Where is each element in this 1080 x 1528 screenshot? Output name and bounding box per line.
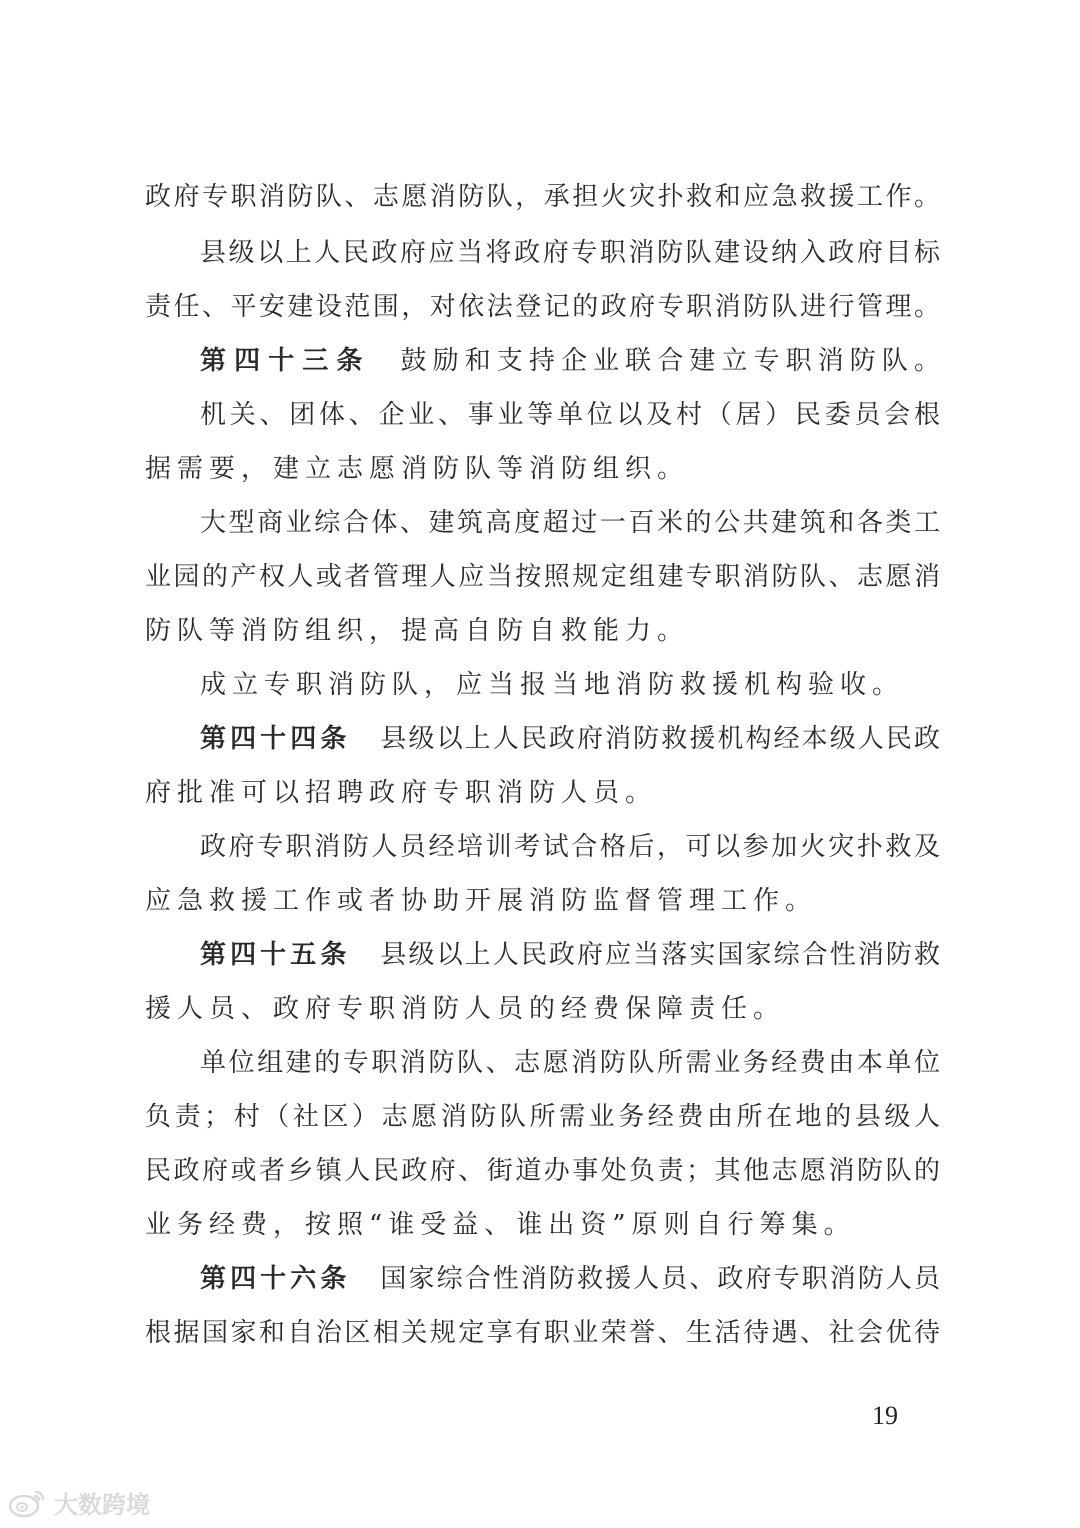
article-heading: 第四十五条 (200, 940, 351, 970)
text-line: 政府专职消防人员经培训考试合格后，可以参加火灾扑救及 (200, 832, 940, 862)
article-43-line: 第四十三条 鼓励和支持企业联合建立专职消防队。 (200, 346, 940, 376)
watermark (8, 1484, 150, 1520)
text-line: 府批准可以招聘政府专职消防人员。 (145, 778, 658, 808)
article-heading: 第四十三条 (200, 346, 371, 376)
text-line: 大型商业综合体、建筑高度超过一百米的公共建筑和各类工 (200, 508, 940, 538)
text-line: 据需要，建立志愿消防队等消防组织。 (145, 454, 690, 484)
text-line: 单位组建的专职消防队、志愿消防队所需业务经费由本单位 (200, 1048, 940, 1078)
text-line: 业园的产权人或者管理人应当按照规定组建专职消防队、志愿消 (145, 562, 940, 592)
watermark-text: 大数跨境 (54, 1490, 150, 1519)
article-46-line: 第四十六条 国家综合性消防救援人员、政府专职消防人员 (200, 1264, 940, 1294)
article-heading: 第四十四条 (200, 724, 351, 754)
article-45-line: 第四十五条 县级以上人民政府应当落实国家综合性消防救 (200, 940, 940, 970)
text-line: 民政府或者乡镇人民政府、街道办事处负责；其他志愿消防队的 (145, 1156, 940, 1186)
article-heading: 第四十六条 (200, 1264, 351, 1294)
text-line: 防队等消防组织，提高自防自救能力。 (145, 616, 690, 646)
text-line: 机关、团体、企业、事业等单位以及村（居）民委员会根 (200, 400, 940, 430)
text-line: 责任、平安建设范围，对依法登记的政府专职消防队进行管理。 (145, 292, 940, 322)
text-line: 政府专职消防队、志愿消防队，承担火灾扑救和应急救援工作。 (145, 182, 940, 212)
text-line: 应急救援工作或者协助开展消防监督管理工作。 (145, 886, 818, 916)
page-number: 19 (872, 1401, 898, 1430)
text-line: 根据国家和自治区相关规定享有职业荣誉、生活待遇、社会优待 (145, 1318, 940, 1348)
text-line: 成立专职消防队，应当报当地消防救援机构验收。 (200, 670, 905, 700)
text-line: 业务经费，按照“谁受益、谁出资”原则自行筹集。 (145, 1210, 856, 1240)
article-44-line: 第四十四条 县级以上人民政府消防救援机构经本级人民政 (200, 724, 940, 754)
weibo-logo-icon (8, 1486, 48, 1518)
text-line: 援人员、政府专职消防人员的经费保障责任。 (145, 994, 786, 1024)
text-line: 负责；村（社区）志愿消防队所需业务经费由所在地的县级人 (145, 1102, 940, 1132)
text-line: 县级以上人民政府应当将政府专职消防队建设纳入政府目标 (200, 238, 940, 268)
